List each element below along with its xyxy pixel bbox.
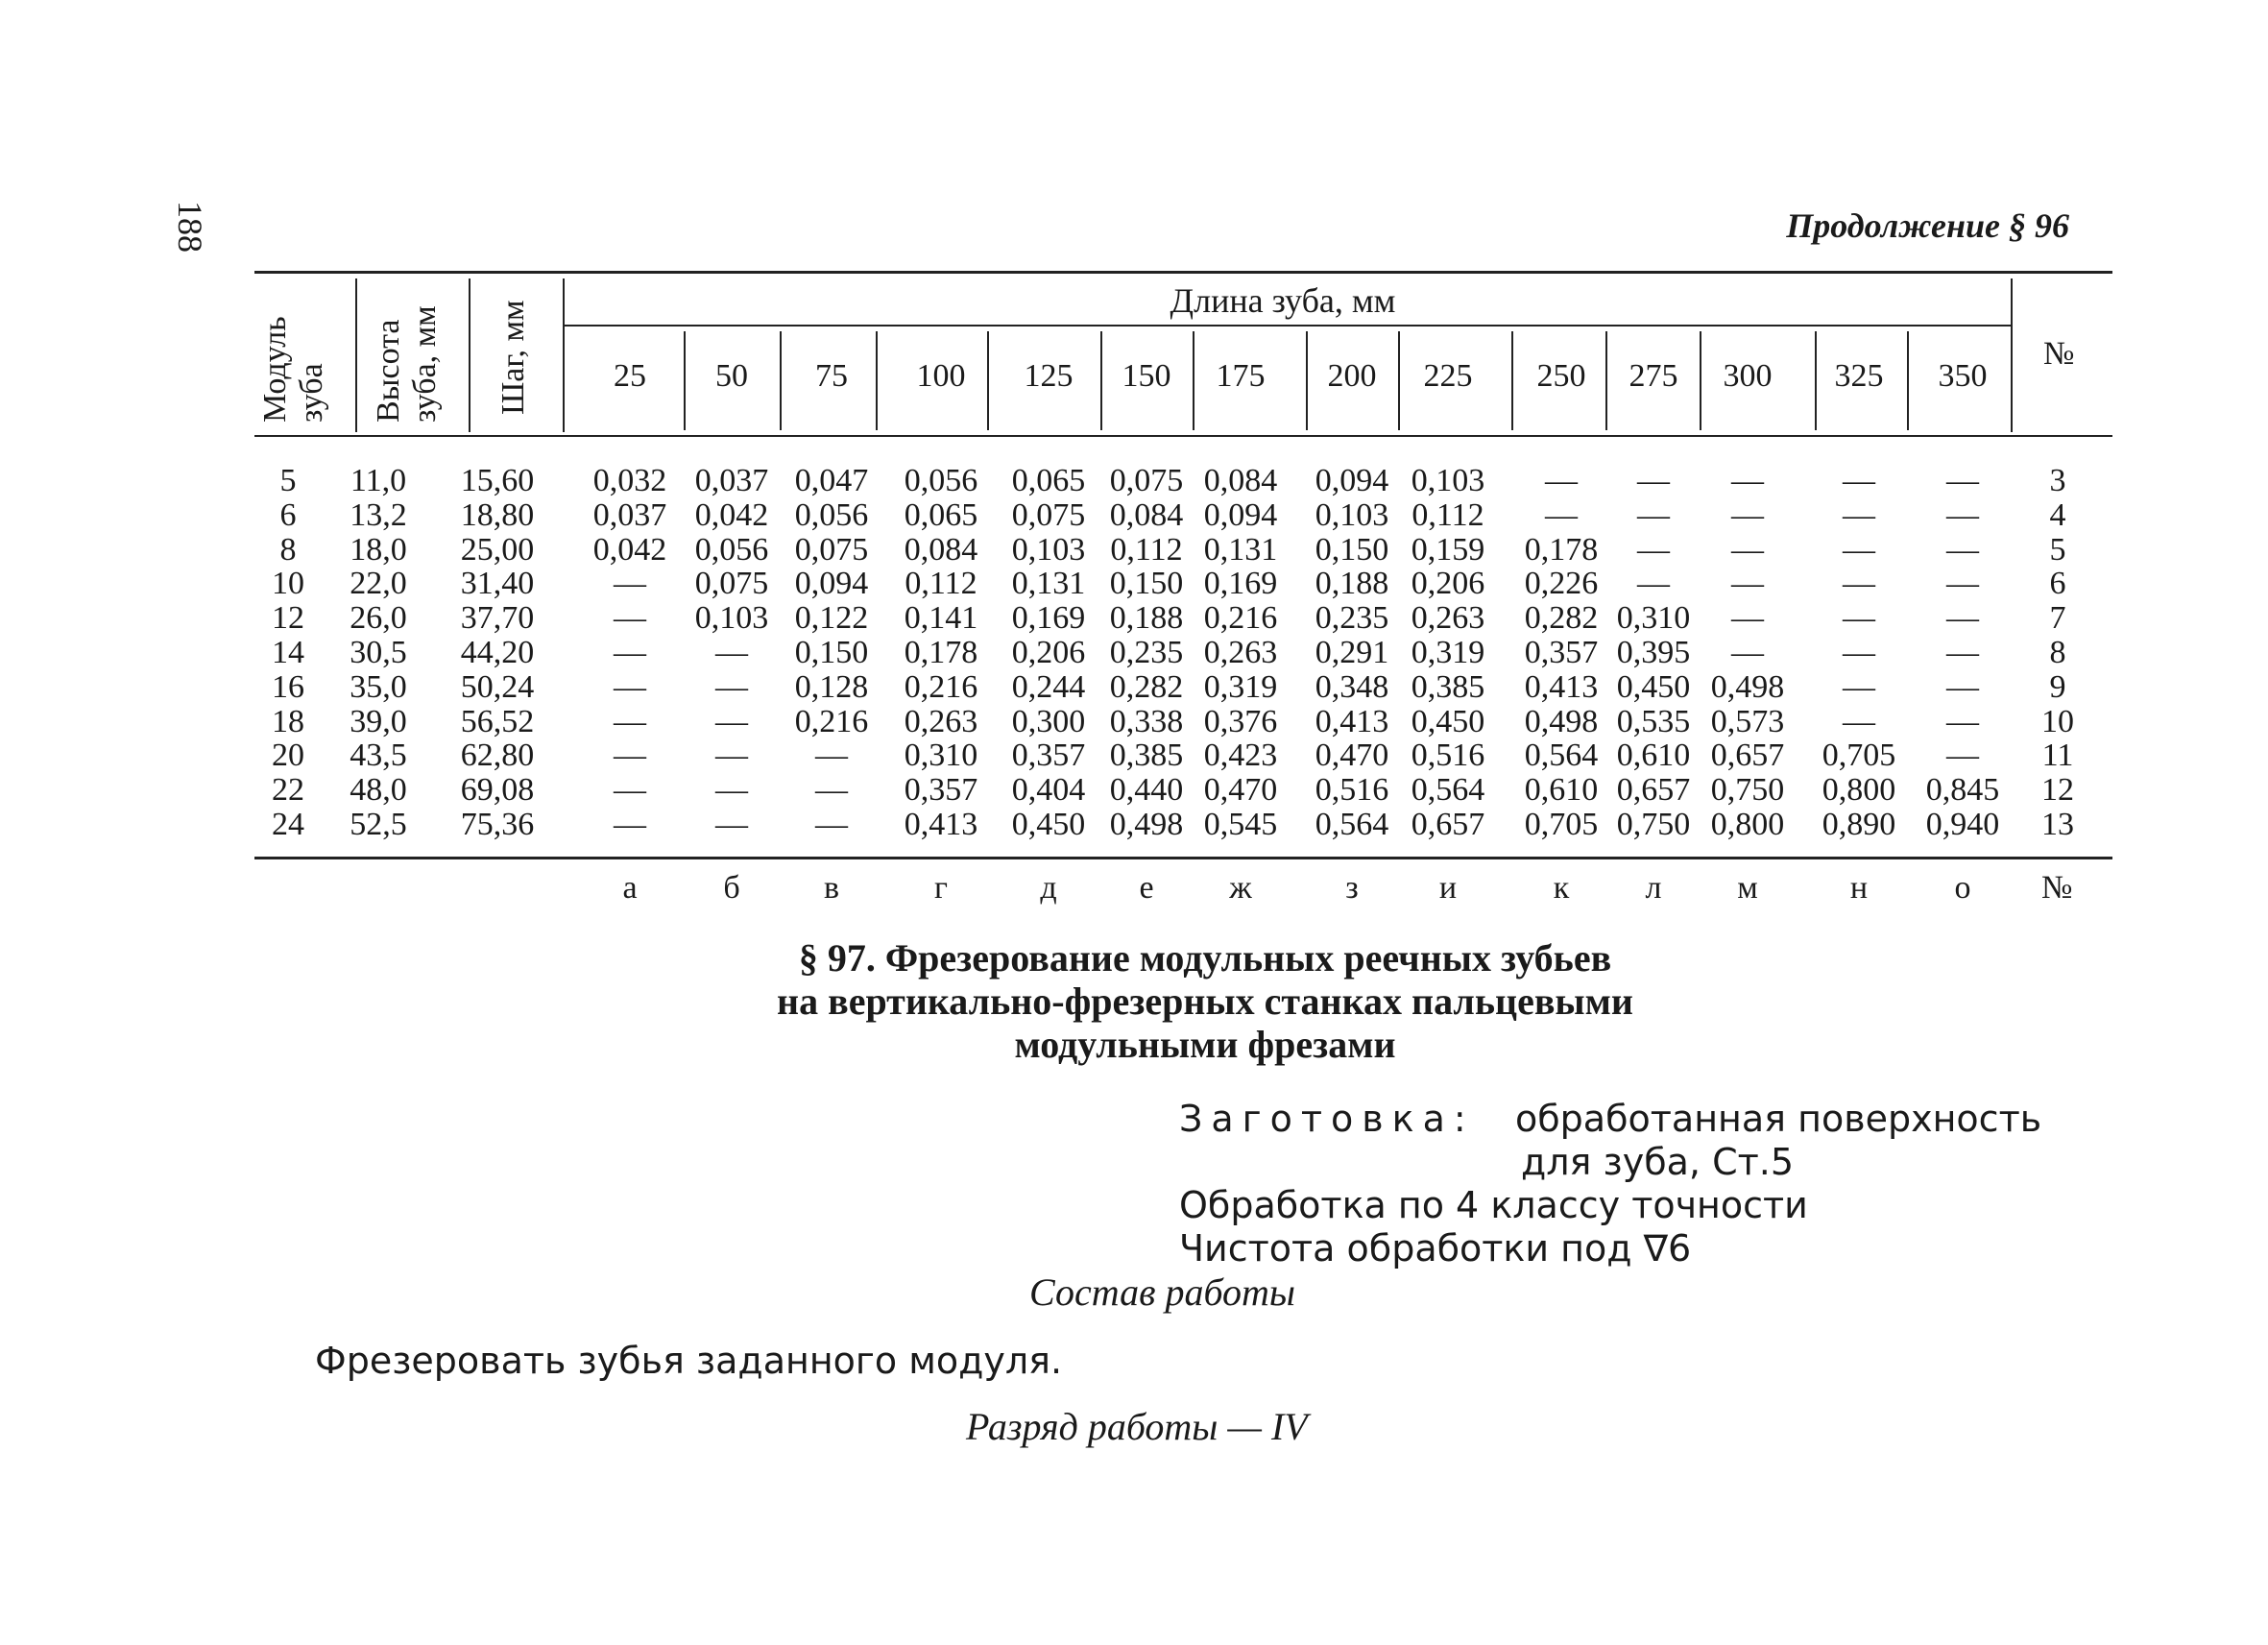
cell-value: — (1843, 463, 1875, 498)
letters-number-label: № (2041, 870, 2073, 906)
cell-value: — (1946, 703, 1979, 739)
cell-value: 0,564 (1524, 738, 1599, 774)
header-length-title: Длина зуба, мм (1170, 281, 1396, 320)
cell-module: 22 (272, 772, 304, 809)
cell-value: — (715, 738, 748, 774)
cell-height: 48,0 (350, 772, 407, 809)
cell-value: 0,159 (1411, 531, 1485, 568)
cell-value: 0,235 (1109, 635, 1184, 670)
cell-pitch: 69,08 (460, 772, 535, 809)
header-bottom-rule (254, 435, 2112, 437)
cell-value: 0,338 (1109, 703, 1184, 739)
cell-value: 0,310 (904, 738, 978, 774)
cell-value: 0,450 (1616, 668, 1691, 705)
cell-value: 0,450 (1411, 703, 1485, 739)
cell-value: 0,112 (1110, 531, 1183, 568)
section-heading-line-3: модульными фрезами (1014, 1023, 1396, 1066)
cell-value: — (614, 772, 646, 809)
cell-value: — (1946, 463, 1979, 498)
cell-value: — (614, 635, 646, 670)
table-top-rule (254, 271, 2112, 274)
cell-value: 0,075 (794, 531, 869, 568)
cell-value: 0,385 (1411, 668, 1485, 705)
cell-value: 0,657 (1411, 807, 1485, 842)
cell-value: 0,357 (1524, 635, 1599, 670)
page-number: 188 (171, 201, 209, 253)
cell-value: 0,282 (1109, 668, 1184, 705)
cell-value: 0,226 (1524, 566, 1599, 602)
cell-value: 0,413 (1315, 703, 1389, 739)
cell-value: — (1843, 496, 1875, 533)
cell-value: 0,319 (1203, 668, 1278, 705)
cell-value: 0,206 (1011, 635, 1086, 670)
cell-value: 0,498 (1524, 703, 1599, 739)
cell-number: 10 (2041, 703, 2074, 739)
cell-value: 0,032 (592, 463, 667, 498)
cell-value: 0,112 (905, 566, 977, 602)
cell-value: 0,056 (794, 496, 869, 533)
cell-value: 0,800 (1822, 772, 1896, 809)
cell-module: 24 (272, 807, 304, 842)
section-heading-line-1: § 97. Фрезерование модульных реечных зубьев (798, 936, 1612, 980)
cell-value: 0,037 (694, 463, 769, 498)
cell-pitch: 50,24 (460, 668, 535, 705)
cell-value: 0,573 (1710, 703, 1785, 739)
col-sep (2011, 278, 2013, 432)
cell-value: — (1731, 566, 1764, 602)
cell-module: 5 (279, 463, 297, 498)
column-letter: з (1345, 870, 1359, 906)
cell-number: 4 (2049, 496, 2066, 533)
column-letter: н (1849, 870, 1869, 906)
column-letter: л (1645, 870, 1662, 906)
cell-number: 8 (2049, 635, 2066, 670)
header-height: Высота зуба, мм (371, 305, 443, 423)
cell-value: 0,103 (1011, 531, 1086, 568)
column-letter: м (1737, 870, 1758, 906)
cell-value: 0,042 (694, 496, 769, 533)
cell-value: — (1843, 668, 1875, 705)
continuation-note: Продолжение § 96 (1786, 206, 2069, 245)
cell-value: 0,357 (1011, 738, 1086, 774)
cell-value: 0,235 (1315, 600, 1389, 637)
cell-value: 0,319 (1411, 635, 1485, 670)
cell-value: — (1946, 635, 1979, 670)
cell-value: 0,188 (1315, 566, 1389, 602)
cell-value: 0,084 (904, 531, 978, 568)
cell-number: 11 (2041, 738, 2074, 774)
cell-module: 12 (272, 600, 304, 637)
cell-number: 3 (2049, 463, 2066, 498)
cell-number: 7 (2049, 600, 2066, 637)
cell-height: 52,5 (350, 807, 407, 842)
cell-value: 0,112 (1411, 496, 1484, 533)
cell-value: — (1731, 463, 1764, 498)
cell-value: — (1843, 531, 1875, 568)
cell-module: 6 (279, 496, 297, 533)
cell-value: — (1731, 496, 1764, 533)
cell-value: 0,890 (1822, 807, 1896, 842)
cell-value: — (614, 807, 646, 842)
cell-value: 0,282 (1524, 600, 1599, 637)
length-header: 350 (1938, 358, 1988, 394)
cell-value: — (1843, 635, 1875, 670)
cell-value: 0,103 (694, 600, 769, 637)
length-header: 150 (1122, 358, 1171, 394)
column-letter: к (1553, 870, 1570, 906)
cell-value: — (715, 772, 748, 809)
cell-value: 0,094 (794, 566, 869, 602)
cell-value: 0,300 (1011, 703, 1086, 739)
cell-value: — (1731, 600, 1764, 637)
cell-value: 0,150 (1109, 566, 1184, 602)
cell-value: 0,705 (1524, 807, 1599, 842)
section-heading-line-2: на вертикально-фрезерных станках пальцевыми (777, 980, 1633, 1023)
cell-value: — (715, 807, 748, 842)
cell-value: 0,470 (1203, 772, 1278, 809)
cell-value: 0,750 (1710, 772, 1785, 809)
cell-value: — (1637, 566, 1670, 602)
cell-value: 0,075 (1011, 496, 1086, 533)
cell-value: 0,310 (1616, 600, 1691, 637)
cell-pitch: 75,36 (460, 807, 535, 842)
cell-value: 0,450 (1011, 807, 1086, 842)
cell-value: 0,263 (904, 703, 978, 739)
cell-value: — (715, 703, 748, 739)
cell-value: 0,216 (794, 703, 869, 739)
work-grade: Разряд работы — IV (966, 1405, 1308, 1448)
cell-value: 0,657 (1710, 738, 1785, 774)
cell-value: 0,084 (1203, 463, 1278, 498)
cell-value: 0,075 (694, 566, 769, 602)
blank-text-2: для зуба, Ст.5 (1521, 1141, 1794, 1183)
cell-module: 18 (272, 703, 304, 739)
cell-value: 0,564 (1411, 772, 1485, 809)
length-header: 25 (614, 358, 646, 394)
cell-module: 14 (272, 635, 304, 670)
cell-value: — (1637, 463, 1670, 498)
cell-value: 0,750 (1616, 807, 1691, 842)
cell-module: 8 (279, 531, 297, 568)
cell-value: 0,042 (592, 531, 667, 568)
cell-value: — (1946, 566, 1979, 602)
cell-value: 0,216 (904, 668, 978, 705)
column-letter: е (1139, 870, 1154, 906)
column-letter: в (823, 870, 840, 906)
cell-value: 0,150 (1315, 531, 1389, 568)
cell-value: 0,141 (904, 600, 978, 637)
cell-value: 0,178 (904, 635, 978, 670)
length-header: 200 (1327, 358, 1377, 394)
cell-value: — (815, 738, 848, 774)
length-header: 275 (1629, 358, 1678, 394)
cell-module: 16 (272, 668, 304, 705)
length-header: 100 (916, 358, 966, 394)
cell-value: 0,535 (1616, 703, 1691, 739)
cell-value: 0,037 (592, 496, 667, 533)
length-header: 50 (715, 358, 748, 394)
cell-value: — (1545, 463, 1578, 498)
cell-value: 0,470 (1315, 738, 1389, 774)
column-letter: о (1954, 870, 1971, 906)
cell-value: — (815, 772, 848, 809)
cell-value: 0,206 (1411, 566, 1485, 602)
cell-value: 0,056 (904, 463, 978, 498)
cell-value: — (614, 738, 646, 774)
cell-value: — (614, 703, 646, 739)
cell-value: 0,169 (1011, 600, 1086, 637)
blank-text-1: обработанная поверхность (1515, 1098, 2042, 1140)
cell-value: 0,395 (1616, 635, 1691, 670)
cell-value: 0,178 (1524, 531, 1599, 568)
length-header: 175 (1216, 358, 1266, 394)
cell-value: 0,357 (904, 772, 978, 809)
cell-height: 30,5 (350, 635, 407, 670)
cell-value: — (1946, 668, 1979, 705)
cell-value: 0,244 (1011, 668, 1086, 705)
cell-value: 0,128 (794, 668, 869, 705)
length-col-sep (780, 331, 782, 430)
cell-value: — (815, 807, 848, 842)
cell-value: 0,404 (1011, 772, 1086, 809)
cell-value: — (715, 668, 748, 705)
length-subheader-rule (563, 325, 2011, 327)
cell-value: 0,516 (1315, 772, 1389, 809)
cell-value: 0,498 (1710, 668, 1785, 705)
work-text: Фрезеровать зубья заданного модуля. (315, 1340, 1063, 1382)
cell-value: — (1637, 496, 1670, 533)
cell-value: — (1843, 566, 1875, 602)
cell-value: 0,150 (794, 635, 869, 670)
cell-pitch: 25,00 (460, 531, 535, 568)
column-letter: б (723, 870, 740, 906)
cell-value: 0,940 (1925, 807, 2000, 842)
cell-value: 0,263 (1411, 600, 1485, 637)
col-sep (469, 278, 470, 432)
cell-number: 6 (2049, 566, 2066, 602)
cell-value: 0,545 (1203, 807, 1278, 842)
cell-value: 0,094 (1203, 496, 1278, 533)
cell-value: — (1545, 496, 1578, 533)
cell-value: 0,169 (1203, 566, 1278, 602)
cell-height: 39,0 (350, 703, 407, 739)
length-header: 250 (1536, 358, 1586, 394)
cell-value: 0,047 (794, 463, 869, 498)
cell-value: 0,610 (1616, 738, 1691, 774)
surface-finish: Чистота обработки под ∇6 (1179, 1227, 1692, 1270)
cell-height: 11,0 (350, 463, 407, 498)
cell-value: 0,094 (1315, 463, 1389, 498)
cell-number: 13 (2041, 807, 2074, 842)
header-module: Модуль зуба (257, 316, 329, 423)
header-pitch: Шаг, мм (495, 300, 531, 415)
cell-pitch: 56,52 (460, 703, 535, 739)
cell-value: — (1637, 531, 1670, 568)
cell-module: 10 (272, 566, 304, 602)
cell-value: 0,564 (1315, 807, 1389, 842)
length-header: 125 (1024, 358, 1074, 394)
cell-value: 0,103 (1315, 496, 1389, 533)
table-bottom-rule (254, 857, 2112, 859)
cell-value: 0,657 (1616, 772, 1691, 809)
cell-pitch: 37,70 (460, 600, 535, 637)
cell-value: 0,423 (1203, 738, 1278, 774)
cell-value: — (614, 566, 646, 602)
cell-height: 13,2 (350, 496, 407, 533)
cell-number: 12 (2041, 772, 2074, 809)
cell-value: 0,131 (1011, 566, 1086, 602)
length-header: 225 (1423, 358, 1473, 394)
work-title: Состав работы (1029, 1270, 1296, 1314)
cell-value: 0,216 (1203, 600, 1278, 637)
cell-height: 22,0 (350, 566, 407, 602)
length-header: 300 (1723, 358, 1773, 394)
cell-value: 0,413 (1524, 668, 1599, 705)
col-sep (355, 278, 357, 432)
cell-pitch: 44,20 (460, 635, 535, 670)
cell-value: — (715, 635, 748, 670)
blank-label: Заготовка: (1179, 1098, 1475, 1140)
cell-number: 5 (2049, 531, 2066, 568)
cell-value: 0,498 (1109, 807, 1184, 842)
length-col-sep (1907, 331, 1909, 430)
cell-pitch: 18,80 (460, 496, 535, 533)
cell-value: 0,376 (1203, 703, 1278, 739)
cell-pitch: 15,60 (460, 463, 535, 498)
cell-value: 0,084 (1109, 496, 1184, 533)
processing-class: Обработка по 4 классу точности (1179, 1184, 1808, 1226)
cell-value: 0,075 (1109, 463, 1184, 498)
cell-value: 0,440 (1109, 772, 1184, 809)
length-header: 325 (1834, 358, 1884, 394)
cell-value: — (1946, 738, 1979, 774)
cell-value: 0,056 (694, 531, 769, 568)
cell-value: 0,348 (1315, 668, 1389, 705)
cell-value: — (1731, 531, 1764, 568)
length-header: 75 (815, 358, 848, 394)
cell-value: 0,103 (1411, 463, 1485, 498)
cell-height: 43,5 (350, 738, 407, 774)
cell-value: 0,385 (1109, 738, 1184, 774)
cell-value: — (614, 600, 646, 637)
cell-value: — (1946, 531, 1979, 568)
cell-value: 0,065 (904, 496, 978, 533)
cell-value: 0,263 (1203, 635, 1278, 670)
cell-value: 0,291 (1315, 635, 1389, 670)
section-heading (557, 936, 1853, 1066)
cell-number: 9 (2049, 668, 2066, 705)
cell-height: 35,0 (350, 668, 407, 705)
cell-value: — (614, 668, 646, 705)
header-number: № (2043, 336, 2075, 372)
column-letter: г (934, 870, 948, 906)
cell-value: 0,610 (1524, 772, 1599, 809)
column-letter: а (622, 870, 638, 906)
cell-value: 0,845 (1925, 772, 2000, 809)
cell-pitch: 62,80 (460, 738, 535, 774)
cell-value: 0,413 (904, 807, 978, 842)
cell-value: 0,800 (1710, 807, 1785, 842)
column-letter: ж (1229, 870, 1252, 906)
cell-value: — (1946, 600, 1979, 637)
cell-value: — (1843, 600, 1875, 637)
cell-value: 0,705 (1822, 738, 1896, 774)
column-letter: и (1438, 870, 1458, 906)
cell-value: 0,131 (1203, 531, 1278, 568)
cell-value: — (1843, 703, 1875, 739)
cell-value: 0,188 (1109, 600, 1184, 637)
cell-value: 0,122 (794, 600, 869, 637)
column-letter: д (1040, 870, 1057, 906)
cell-height: 26,0 (350, 600, 407, 637)
cell-pitch: 31,40 (460, 566, 535, 602)
cell-module: 20 (272, 738, 304, 774)
cell-height: 18,0 (350, 531, 407, 568)
cell-value: 0,516 (1411, 738, 1485, 774)
cell-value: 0,065 (1011, 463, 1086, 498)
cell-value: — (1731, 635, 1764, 670)
cell-value: — (1946, 496, 1979, 533)
